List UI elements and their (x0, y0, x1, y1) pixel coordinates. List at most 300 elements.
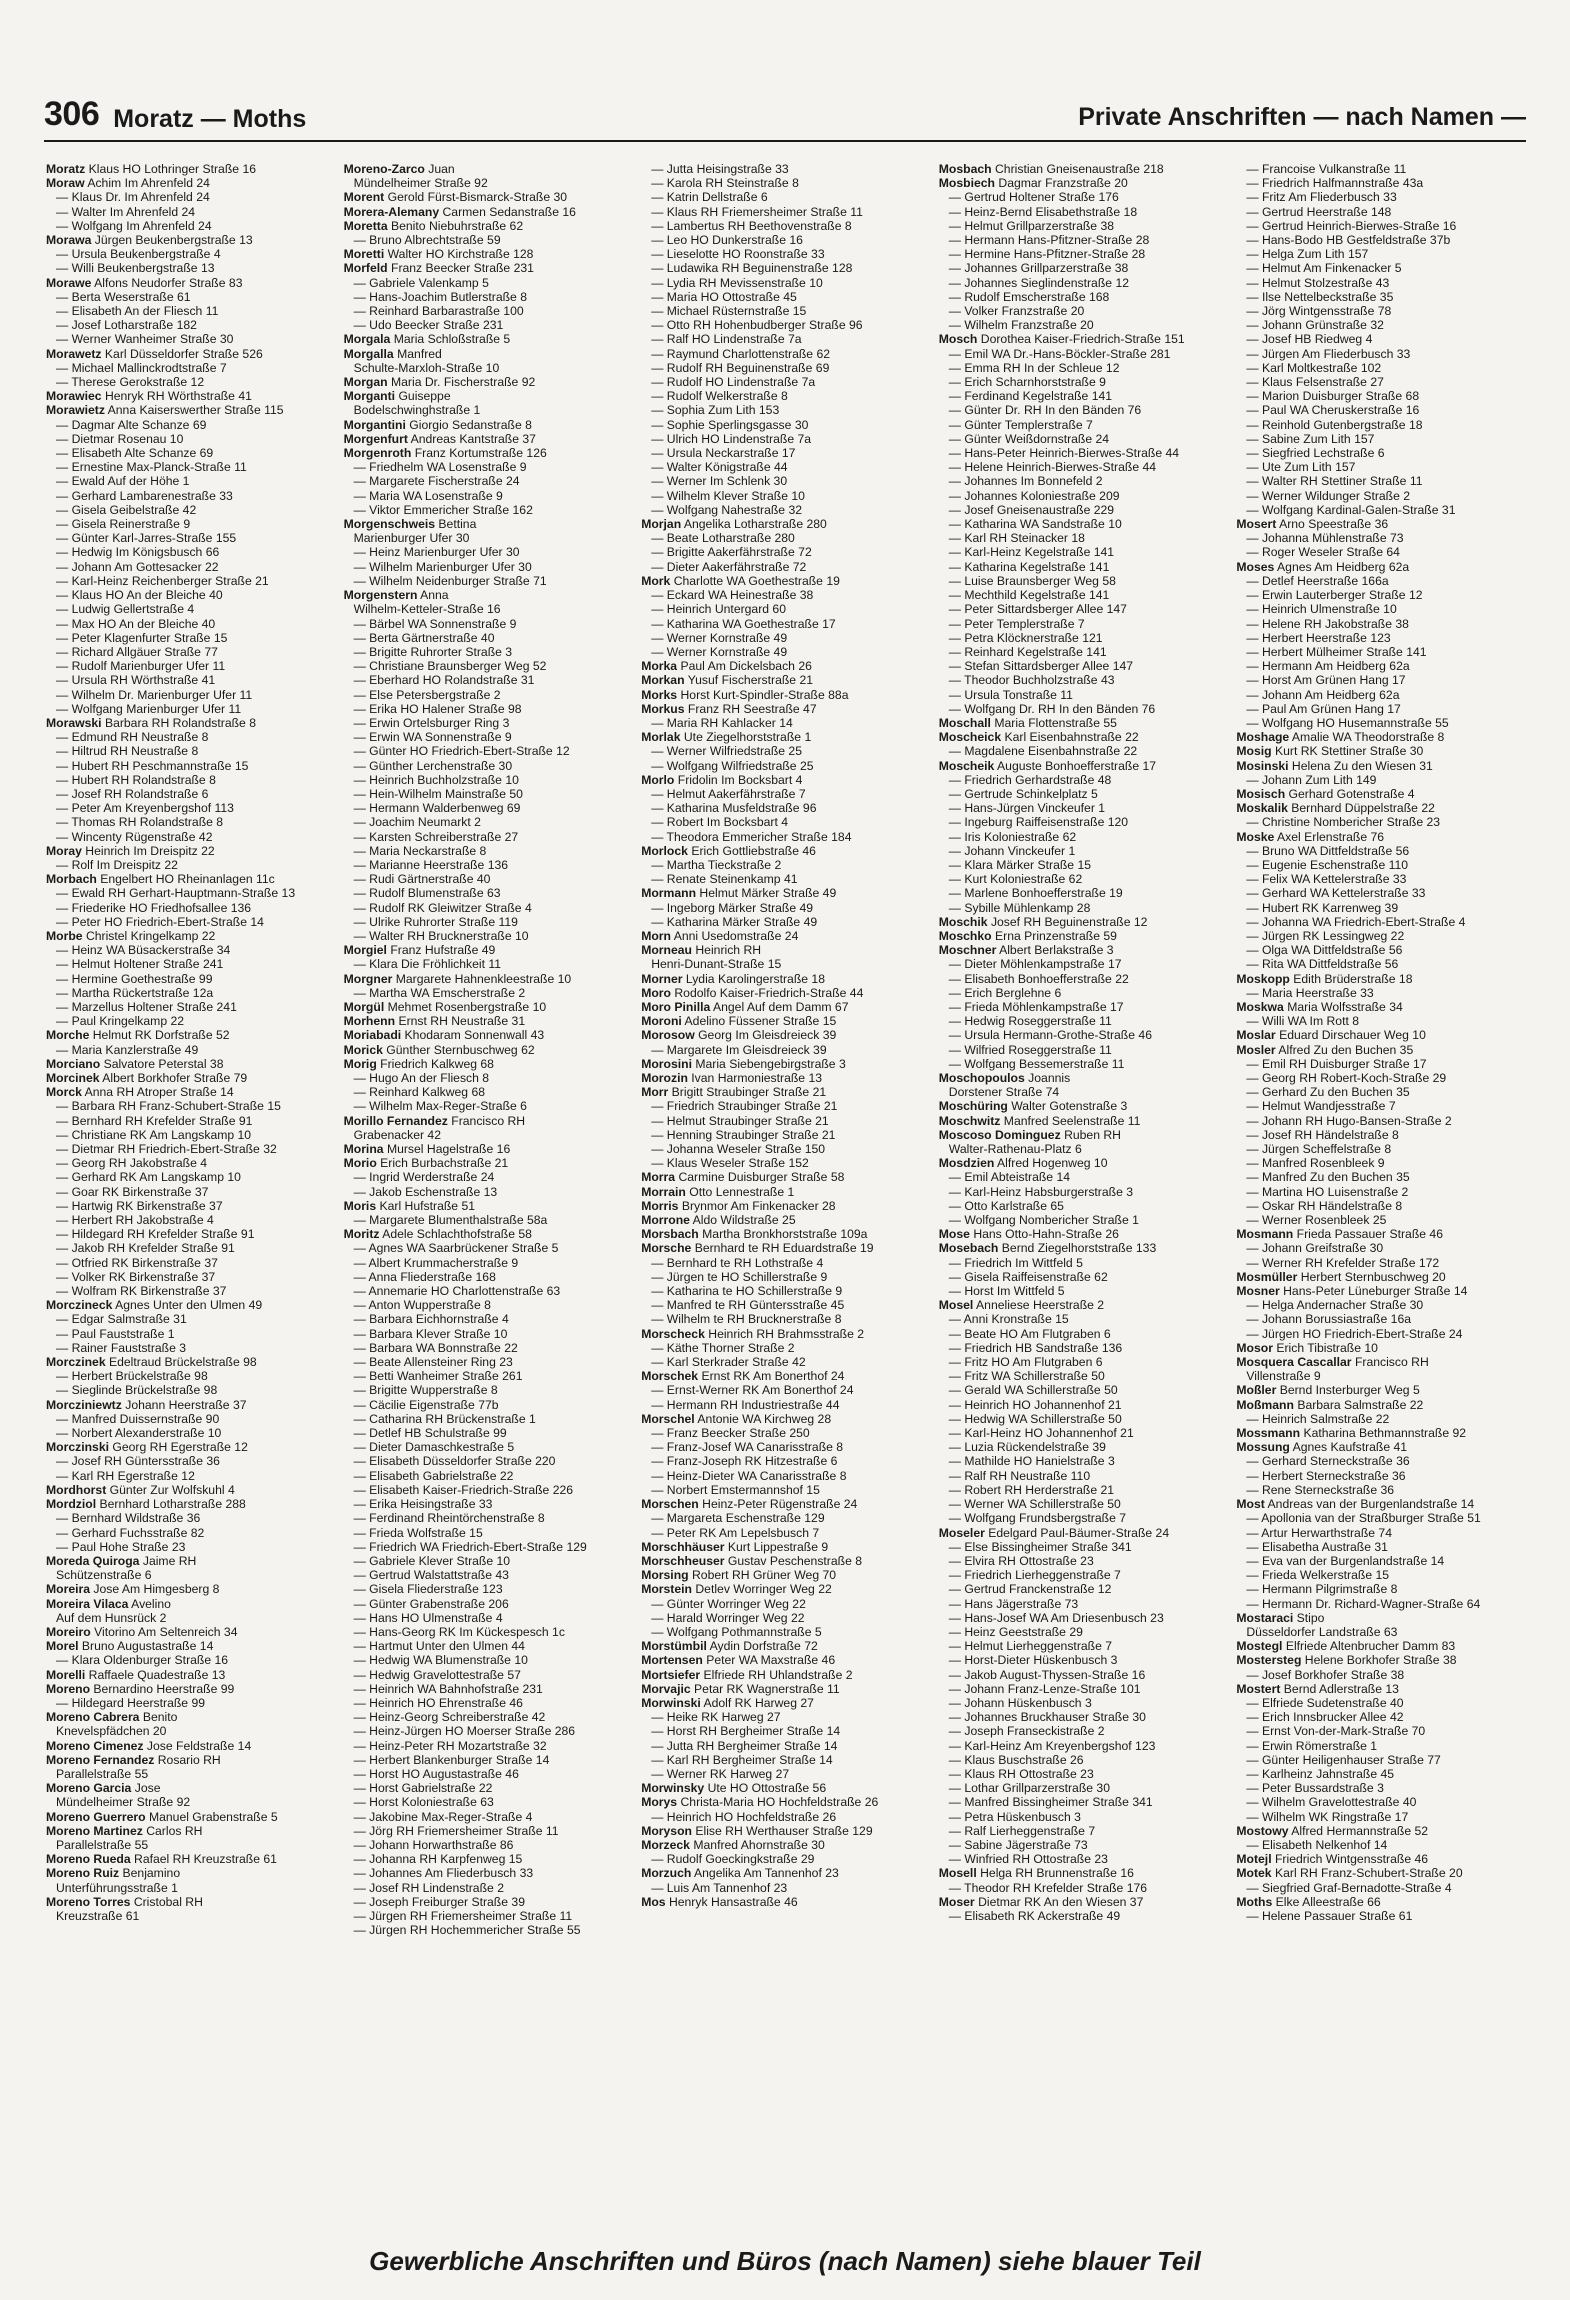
entry-details: — Dieter Aakerfährstraße 72 (651, 559, 807, 574)
directory-entry (1236, 730, 1524, 744)
entry-surname: Mosebach (938, 1241, 999, 1256)
directory-entry (641, 290, 929, 304)
entry-details: Adelino Füssener Straße 15 (684, 1014, 837, 1029)
entry-details: — Roger Weseler Straße 64 (1246, 545, 1400, 560)
entry-details: Katharina Bethmannstraße 92 (1303, 1426, 1467, 1441)
directory-entry (939, 1170, 1227, 1184)
directory-entry (1236, 972, 1524, 986)
directory-entry (1236, 1256, 1524, 1270)
entry-details: — Katharina WA Goethestraße 17 (651, 616, 836, 631)
directory-entry (344, 1213, 632, 1227)
directory-entry (939, 915, 1227, 929)
entry-details: — Jürgen Am Fliederbusch 33 (1246, 346, 1411, 361)
entry-details: — Bruno WA Dittfeldstraße 56 (1246, 843, 1410, 858)
directory-entry (641, 1241, 929, 1255)
entry-details: Kurt RK Stettiner Straße 30 (1274, 744, 1424, 759)
entry-details: Maria Dr. Fischerstraße 92 (391, 375, 536, 390)
entry-details: Helene Borkhofer Straße 38 (1304, 1653, 1457, 1668)
entry-details: — Thomas RH Rolandstraße 8 (56, 815, 224, 830)
entry-details: — Günter Grabenstraße 206 (353, 1596, 509, 1611)
entry-details: Mündelheimer Straße 92 (353, 176, 488, 191)
entry-details: — Hiltrud RH Neustraße 8 (56, 744, 199, 759)
entry-details: — Hermine Goethestraße 99 (56, 971, 213, 986)
directory-entry (344, 588, 632, 602)
entry-details: — Otto RH Hohenbudberger Straße 96 (651, 318, 863, 333)
directory-entry (1236, 659, 1524, 673)
directory-entry (344, 659, 632, 673)
directory-entry (46, 1469, 334, 1483)
directory-entry (641, 261, 929, 275)
directory-entry (46, 1099, 334, 1113)
entry-surname: Moroni (641, 1014, 682, 1029)
column-3 (641, 162, 929, 2192)
directory-entry (641, 1000, 929, 1014)
directory-entry (1236, 1099, 1524, 1113)
entry-details: — Werner WA Schillerstraße 50 (948, 1497, 1121, 1512)
directory-entry (1236, 1682, 1524, 1696)
directory-entry (1236, 1412, 1524, 1426)
entry-details: — Theodor Buchholzstraße 43 (948, 673, 1115, 688)
entry-surname: Morosini (641, 1056, 692, 1071)
directory-entry (1236, 1540, 1524, 1554)
entry-details: — Anton Wupperstraße 8 (353, 1298, 491, 1313)
directory-entry (939, 332, 1227, 346)
entry-surname: Mortensen (641, 1653, 703, 1668)
directory-entry (1236, 1753, 1524, 1767)
entry-details: — Hans-Bodo HB Gestfeldstraße 37b (1246, 233, 1451, 248)
entry-surname: Moryson (641, 1823, 692, 1838)
entry-details: — Walter RH Brucknerstraße 10 (353, 928, 529, 943)
directory-entry (641, 1114, 929, 1128)
entry-details: — Reinhard Kalkweg 68 (353, 1085, 486, 1100)
entry-details: Carmen Sedanstraße 16 (442, 204, 576, 219)
entry-details: — Oskar RH Händelstraße 8 (1246, 1198, 1403, 1213)
entry-details: — Josef HB Riedweg 4 (1246, 332, 1373, 347)
directory-entry (1236, 915, 1524, 929)
entry-details: — Catharina RH Brückenstraße 1 (353, 1411, 536, 1426)
directory-entry (344, 901, 632, 915)
directory-entry (46, 787, 334, 801)
directory-entry (939, 801, 1227, 815)
entry-details: — Henning Straubinger Straße 21 (651, 1127, 836, 1142)
entry-details: — Gerhard Lambarenestraße 33 (56, 488, 233, 503)
entry-details: — Olga WA Dittfeldstraße 56 (1246, 943, 1403, 958)
entry-details: — Erika HO Halener Straße 98 (353, 701, 522, 716)
directory-entry (641, 474, 929, 488)
directory-entry (641, 460, 929, 474)
directory-entry (939, 517, 1227, 531)
directory-entry (344, 1497, 632, 1511)
directory-entry (344, 1682, 632, 1696)
entry-details: — Erich Berglehne 6 (948, 985, 1062, 1000)
entry-details: — Wolfram RK Birkenstraße 37 (56, 1284, 227, 1299)
directory-entry (46, 915, 334, 929)
entry-details: Barbara RH Rolandstraße 8 (104, 715, 256, 730)
entry-details: Erich Gottliebstraße 46 (691, 843, 816, 858)
entry-details: — Hubert RH Rolandstraße 8 (56, 772, 216, 787)
directory-entry (1236, 858, 1524, 872)
entry-details: Engelbert HO Rheinanlagen 11c (100, 872, 275, 887)
entry-details: Gustav Peschenstraße 8 (727, 1553, 863, 1568)
header-left (44, 95, 306, 140)
entry-surname: Moschko (938, 928, 992, 943)
entry-details: — Herbert RH Jakobstraße 4 (56, 1213, 214, 1228)
entry-details: — Katharina Märker Straße 49 (651, 914, 818, 929)
directory-entry (939, 858, 1227, 872)
entry-details: — Heinz-Jürgen HO Moerser Straße 286 (353, 1724, 576, 1739)
entry-details: — Helmut Am Finkenacker 5 (1246, 261, 1402, 276)
directory-entry (939, 1284, 1227, 1298)
directory-entry (46, 1227, 334, 1241)
entry-surname: Moscoso Dominguez (938, 1127, 1061, 1142)
entry-details: — Walter Im Ahrenfeld 24 (56, 204, 196, 219)
directory-entry (46, 219, 334, 233)
entry-details: Manuel Grabenstraße 5 (148, 1809, 278, 1824)
directory-entry (344, 1881, 632, 1895)
directory-entry (344, 617, 632, 631)
entry-details: — Anni Kronstraße 15 (948, 1312, 1069, 1327)
entry-details: — Klaus Dr. Im Ahrenfeld 24 (56, 190, 210, 205)
directory-entry (1236, 1128, 1524, 1142)
directory-entry (641, 1142, 929, 1156)
entry-details: Martha Bronkhorststraße 109a (702, 1227, 868, 1242)
directory-entry (939, 1000, 1227, 1014)
directory-entry (1236, 688, 1524, 702)
entry-details: — Theodora Emmericher Straße 184 (651, 829, 852, 844)
directory-entry (46, 1298, 334, 1312)
entry-details: Ernst RH Neustraße 31 (398, 1014, 526, 1029)
directory-entry (939, 929, 1227, 943)
entry-details: Marienburger Ufer 30 (353, 531, 470, 546)
directory-entry (939, 1327, 1227, 1341)
directory-entry (46, 1085, 334, 1099)
entry-details: — Gerhard Sterneckstraße 36 (1246, 1454, 1410, 1469)
directory-entry (46, 1000, 334, 1014)
entry-details: — Jürgen RK Lessingweg 22 (1246, 928, 1405, 943)
entry-surname: Moreno (46, 1681, 91, 1696)
directory-entry (1236, 560, 1524, 574)
entry-surname: Morlock (641, 843, 688, 858)
directory-entry (1236, 1568, 1524, 1582)
entry-details: Brynmor Am Finkenacker 28 (681, 1198, 836, 1213)
entry-details: — Berta Weserstraße 61 (56, 289, 191, 304)
directory-entry (344, 929, 632, 943)
entry-details: — Johann Am Gottesacker 22 (56, 559, 219, 574)
entry-details: — Ursula Neckarstraße 17 (651, 446, 796, 461)
entry-details: Francisco RH (1354, 1355, 1429, 1370)
directory-entry (344, 957, 632, 971)
entry-details: — Joachim Neumarkt 2 (353, 815, 481, 830)
entry-surname: Moreda Quiroga (46, 1553, 140, 1568)
directory-entry (1236, 1440, 1524, 1454)
directory-entry (939, 1099, 1227, 1113)
entry-details: — Frieda Wolfstraße 15 (353, 1525, 483, 1540)
entry-details: Agnes Am Heidberg 62a (1277, 559, 1410, 574)
directory-entry (46, 1767, 334, 1781)
entry-details: — Heinrich HO Hochfeldstraße 26 (651, 1809, 837, 1824)
entry-details: — Peter Klagenfurter Straße 15 (56, 630, 228, 645)
directory-entry (939, 1554, 1227, 1568)
entry-details: Helmut RK Dorfstraße 52 (92, 1028, 230, 1043)
entry-surname: Morczinek (46, 1355, 106, 1370)
entry-details: Angel Auf dem Damm 67 (712, 999, 849, 1014)
directory-entry (344, 1241, 632, 1255)
entry-details: — Karl Moltkestraße 102 (1246, 360, 1382, 375)
entry-details: Josef RH Beguinenstraße 12 (990, 914, 1148, 929)
entry-details: Alfons Neudorfer Straße 83 (94, 275, 243, 290)
directory-entry (939, 347, 1227, 361)
directory-entry (46, 1256, 334, 1270)
directory-entry (939, 276, 1227, 290)
directory-entry (641, 545, 929, 559)
entry-details: Petar RK Wagnerstraße 11 (694, 1681, 840, 1696)
entry-details: — Albert Krummacherstraße 9 (353, 1255, 519, 1270)
entry-surname: Moro Pinilla (641, 999, 711, 1014)
directory-entry (1236, 1043, 1524, 1057)
entry-details: — Erich Scharnhorststraße 9 (948, 375, 1106, 390)
entry-details: — Wilhelm Marienburger Ufer 30 (353, 559, 532, 574)
entry-details: Khodaram Sonnenwall 43 (404, 1028, 545, 1043)
entry-details: — Elisabeth Nelkenhof 14 (1246, 1837, 1388, 1852)
directory-entry (641, 673, 929, 687)
entry-details: — Horst Am Grünen Hang 17 (1246, 673, 1406, 688)
entry-surname: Moriabadi (343, 1028, 402, 1043)
entry-details: — Ingeborg Märker Straße 49 (651, 900, 814, 915)
entry-details: Günther Sternbuschweg 62 (386, 1042, 535, 1057)
directory-entry (939, 1369, 1227, 1383)
entry-surname: Morck (46, 1085, 82, 1100)
directory-entry (641, 1256, 929, 1270)
directory-entry (641, 1554, 929, 1568)
directory-entry (46, 1511, 334, 1525)
entry-details: — Rudolf Emscherstraße 168 (948, 289, 1110, 304)
entry-details: Georg RH Egerstraße 12 (112, 1440, 248, 1455)
name-range: Moratz — Moths (113, 105, 307, 133)
entry-details: Benito (142, 1710, 178, 1725)
entry-details: — Klaus RH Ottostraße 23 (948, 1766, 1094, 1781)
directory-entry (46, 929, 334, 943)
entry-details: — Wolfgang Dr. RH In den Bänden 76 (948, 701, 1156, 716)
entry-surname: Mosquera Cascallar (1236, 1355, 1352, 1370)
entry-details: Henryk RH Wörthstraße 41 (104, 389, 252, 404)
entry-details: — Ernestine Max-Planck-Straße 11 (56, 460, 247, 475)
entry-details: — Heinrich Untergard 60 (651, 602, 786, 617)
directory-entry (344, 375, 632, 389)
entry-details: — Rudolf Welkerstraße 8 (651, 389, 788, 404)
entry-details: Maria Flottenstraße 55 (994, 715, 1117, 730)
entry-details: — Werner Im Schlenk 30 (651, 474, 788, 489)
directory-entry (46, 886, 334, 900)
entry-details: — Margarete Fischerstraße 24 (353, 474, 520, 489)
directory-entry (641, 773, 929, 787)
entry-details: — Ralf Lierheggenstraße 7 (948, 1823, 1096, 1838)
directory-entry (939, 531, 1227, 545)
entry-details: — Ferdinand Kegelstraße 141 (948, 389, 1113, 404)
entry-details: — Frieda Möhlenkampstraße 17 (948, 999, 1124, 1014)
entry-details: Bernhard Düppelstraße 22 (1291, 801, 1435, 816)
directory-entry (641, 1057, 929, 1071)
directory-entry (344, 205, 632, 219)
directory-entry (641, 957, 929, 971)
entry-details: Grabenacker 42 (353, 1127, 441, 1142)
entry-details: — Rudolf RK Gleiwitzer Straße 4 (353, 900, 532, 915)
entry-details: — Reinhard Kegelstraße 141 (948, 644, 1107, 659)
directory-entry (46, 631, 334, 645)
directory-entry (344, 1866, 632, 1880)
directory-entry (939, 773, 1227, 787)
directory-entry (344, 1710, 632, 1724)
entry-details: Elise RH Werthauser Straße 129 (695, 1823, 873, 1838)
directory-entry (939, 1256, 1227, 1270)
entry-details: — Betti Wanheimer Straße 261 (353, 1369, 523, 1384)
entry-details: — Helga Zum Lith 157 (1246, 247, 1369, 262)
directory-entry (939, 1114, 1227, 1128)
directory-entry (939, 176, 1227, 190)
directory-entry (344, 489, 632, 503)
entry-details: — Gertrud Walstattstraße 43 (353, 1568, 509, 1583)
directory-entry (1236, 1341, 1524, 1355)
directory-entry (344, 1582, 632, 1596)
entry-details: Jaime RH (142, 1553, 197, 1568)
directory-entry (641, 1014, 929, 1028)
entry-details: Mehmet Rosenbergstraße 10 (387, 999, 547, 1014)
entry-details: — Elisabeth Bonhoefferstraße 22 (948, 971, 1129, 986)
directory-entry (344, 432, 632, 446)
entry-details: — Hedwig Gravelottestraße 57 (353, 1667, 521, 1682)
directory-entry (344, 1426, 632, 1440)
entry-details: — Jürgen te HO Schillerstraße 9 (651, 1269, 828, 1284)
entry-details: — Maria HO Ottostraße 45 (651, 289, 797, 304)
directory-entry (641, 418, 929, 432)
directory-entry (344, 631, 632, 645)
directory-entry (46, 1114, 334, 1128)
directory-entry (641, 716, 929, 730)
directory-entry (344, 1554, 632, 1568)
directory-entry (1236, 645, 1524, 659)
entry-details: — Karlheinz Jahnstraße 45 (1246, 1766, 1395, 1781)
entry-details: — Karl-Heinz Kegelstraße 141 (948, 545, 1115, 560)
directory-entry (344, 1000, 632, 1014)
entry-details: — Josef Gneisenaustraße 229 (948, 502, 1115, 517)
directory-entry (939, 1611, 1227, 1625)
entry-details: — Ingeburg Raiffeisenstraße 120 (948, 815, 1129, 830)
directory-entry (939, 489, 1227, 503)
directory-entry (344, 1327, 632, 1341)
directory-entry (46, 1639, 334, 1653)
directory-entry (641, 1866, 929, 1880)
entry-details: — Josef RH Lindenstraße 2 (353, 1880, 504, 1895)
directory-entry (641, 233, 929, 247)
entry-surname: Morks (641, 687, 678, 702)
entry-details: — Fritz Am Fliederbusch 33 (1246, 190, 1397, 205)
directory-entry (939, 688, 1227, 702)
entry-details: — Martha Tieckstraße 2 (651, 857, 782, 872)
directory-entry (641, 1099, 929, 1113)
entry-details: — Elisabetha Austraße 31 (1246, 1539, 1388, 1554)
entry-details: — Hedwig Roseggerstraße 11 (948, 1014, 1112, 1029)
directory-entry (46, 560, 334, 574)
directory-entry (46, 389, 334, 403)
directory-entry (641, 1185, 929, 1199)
directory-entry (939, 659, 1227, 673)
entry-details: — Volker RK Birkenstraße 37 (56, 1269, 216, 1284)
directory-entry (939, 1227, 1227, 1241)
directory-entry (46, 1156, 334, 1170)
directory-entry (1236, 1312, 1524, 1326)
entry-details: — Luise Braunsberger Weg 58 (948, 573, 1116, 588)
entry-details: — Luis Am Tannenhof 23 (651, 1880, 788, 1895)
entry-details: — Klaus Felsenstraße 27 (1246, 375, 1384, 390)
entry-details: — Sabine Zum Lith 157 (1246, 431, 1375, 446)
entry-surname: Morfeld (343, 261, 388, 276)
directory-entry (641, 1526, 929, 1540)
directory-entry (939, 261, 1227, 275)
directory-entry (1236, 1213, 1524, 1227)
directory-entry (641, 276, 929, 290)
entry-surname: Moraw (46, 176, 85, 191)
entry-surname: Moritz (343, 1227, 380, 1242)
entry-details: — Max HO An der Bleiche 40 (56, 616, 216, 631)
entry-details: — Horst Koloniestraße 63 (353, 1795, 494, 1810)
entry-surname: Morawiec (46, 389, 102, 404)
entry-details: — Katharina Kegelstraße 141 (948, 559, 1110, 574)
directory-entry (46, 773, 334, 787)
entry-details: — Werner RH Krefelder Straße 172 (1246, 1255, 1440, 1270)
entry-details: — Kurt Koloniestraße 62 (948, 872, 1083, 887)
entry-surname: Morina (343, 1142, 384, 1157)
directory-entry (939, 1753, 1227, 1767)
directory-entry (641, 1838, 929, 1852)
entry-details: — Elvira RH Ottostraße 23 (948, 1553, 1094, 1568)
directory-entry (939, 361, 1227, 375)
directory-entry (344, 1767, 632, 1781)
entry-details: — Katrin Dellstraße 6 (651, 190, 768, 205)
directory-entry (344, 773, 632, 787)
entry-details: — Hartmut Unter den Ulmen 44 (353, 1639, 525, 1654)
directory-entry (344, 361, 632, 375)
directory-entry (641, 1369, 929, 1383)
directory-entry (344, 1526, 632, 1540)
entry-surname: Mordziol (46, 1497, 97, 1512)
entry-details: — Maria WA Losenstraße 9 (353, 488, 503, 503)
directory-entry (1236, 1724, 1524, 1738)
entry-details: — Wolfgang Pothmannstraße 5 (651, 1624, 822, 1639)
entry-details: — Hermine Hans-Pfitzner-Straße 28 (948, 247, 1146, 262)
entry-surname: Morio (343, 1156, 377, 1171)
entry-details: — Helga Andernacher Straße 30 (1246, 1298, 1424, 1313)
entry-details: — Käthe Thorner Straße 2 (651, 1340, 795, 1355)
entry-details: — Günter Karl-Jarres-Straße 155 (56, 531, 237, 546)
entry-surname: Mosor (1236, 1340, 1273, 1355)
entry-details: — Beate Lotharstraße 280 (651, 531, 795, 546)
directory-entry (46, 1043, 334, 1057)
entry-surname: Morgenstern (343, 588, 418, 603)
directory-entry (46, 1412, 334, 1426)
entry-details: — Ludawika RH Beguinenstraße 128 (651, 261, 853, 276)
entry-details: — Felix WA Kettelerstraße 33 (1246, 872, 1407, 887)
entry-details: — Johannes Koloniestraße 209 (948, 488, 1120, 503)
entry-surname: Morschen (641, 1497, 699, 1512)
entry-details: Angelika Lotharstraße 280 (683, 517, 827, 532)
directory-entry (1236, 617, 1524, 631)
directory-entry (1236, 773, 1524, 787)
entry-surname: Most (1236, 1497, 1265, 1512)
directory-entry (939, 162, 1227, 176)
directory-entry (46, 1497, 334, 1511)
entry-details: Jürgen Beukenbergstraße 13 (94, 233, 253, 248)
directory-entry (641, 1881, 929, 1895)
entry-details: — Herbert Sterneckstraße 36 (1246, 1468, 1406, 1483)
